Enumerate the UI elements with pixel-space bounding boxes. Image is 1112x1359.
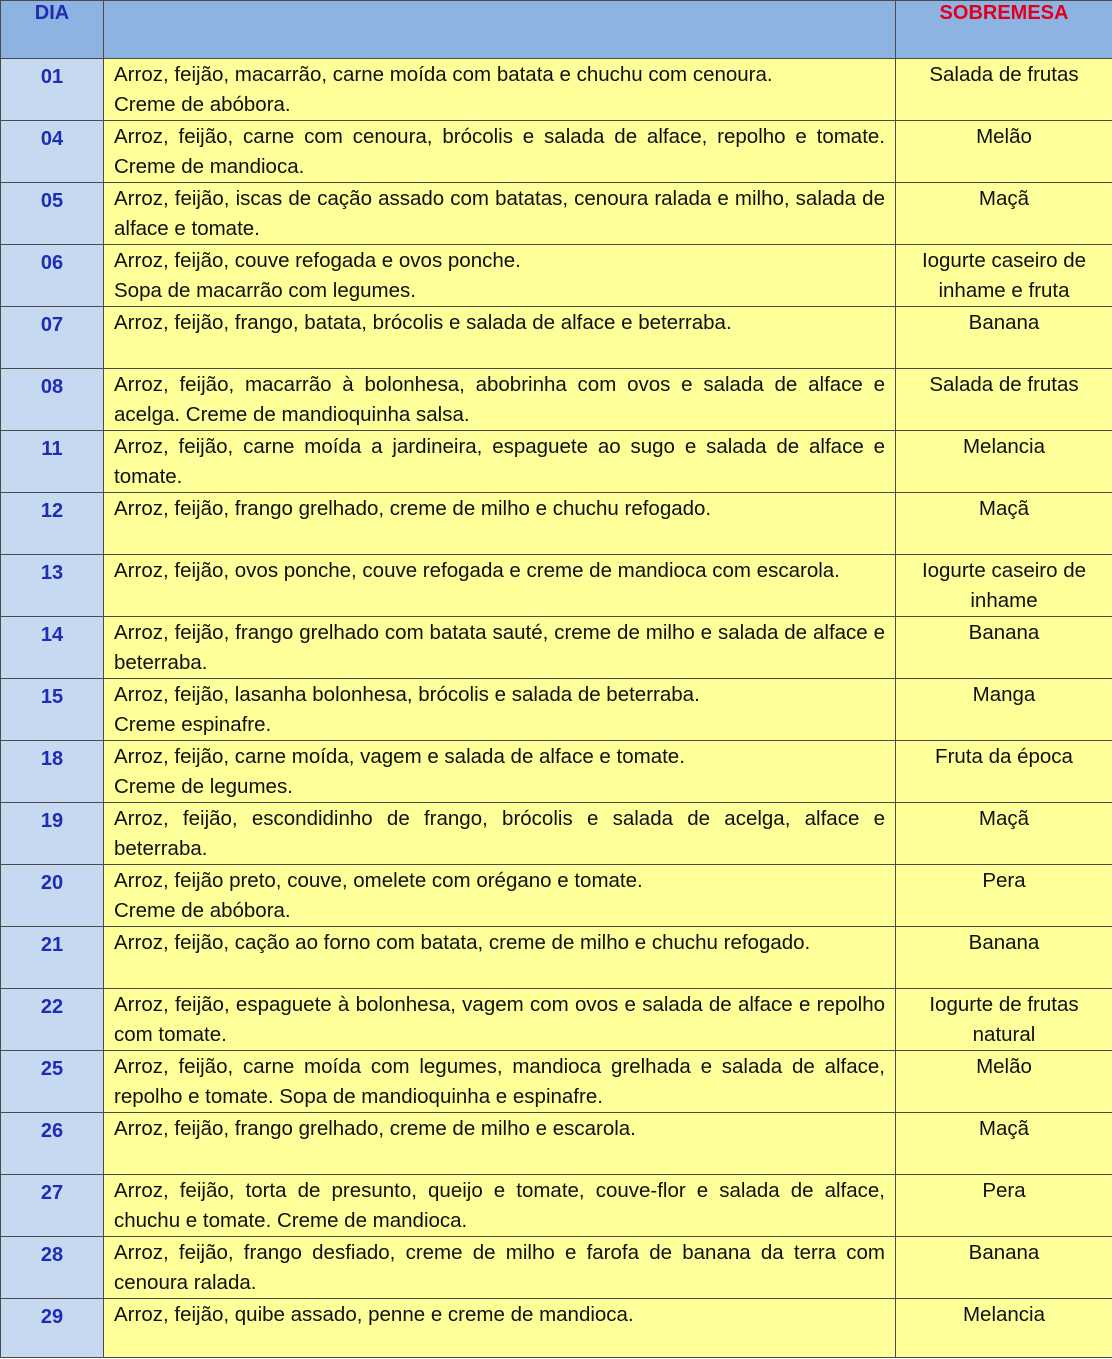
dessert-cell: Melão: [896, 1051, 1112, 1113]
dessert-cell: Iogurte caseiro de inhame e fruta: [896, 245, 1112, 307]
meal-cell: Arroz, feijão, quibe assado, penne e creme de mandioca.: [104, 1299, 896, 1358]
meal-cell: Arroz, feijão, iscas de cação assado com batatas, cenoura ralada e milho, salada de alface e tomate.: [104, 183, 896, 245]
meal-cell: Arroz, feijão, frango, batata, brócolis e salada de alface e beterraba.: [104, 307, 896, 369]
dessert-cell: Manga: [896, 679, 1112, 741]
dessert-cell: Banana: [896, 927, 1112, 989]
table-row: [1, 927, 1112, 989]
day-cell: 14: [1, 617, 104, 679]
meal-cell: Arroz, feijão, frango grelhado com batata sauté, creme de milho e salada de alface e beterraba.: [104, 617, 896, 679]
table-row: [1, 1175, 1112, 1237]
meal-cell: Arroz, feijão, cação ao forno com batata, creme de milho e chuchu refogado.: [104, 927, 896, 989]
day-cell: 19: [1, 803, 104, 865]
day-cell: 15: [1, 679, 104, 741]
dessert-cell: Melão: [896, 121, 1112, 183]
meal-cell: Arroz, feijão, escondidinho de frango, brócolis e salada de acelga, alface e beterraba.: [104, 803, 896, 865]
table-row: [1, 245, 1112, 307]
day-cell: 13: [1, 555, 104, 617]
meal-cell: Arroz, feijão, carne moída, vagem e salada de alface e tomate. Creme de legumes.: [104, 741, 896, 803]
meal-cell: Arroz, feijão, carne com cenoura, brócolis e salada de alface, repolho e tomate. Creme de mandioca.: [104, 121, 896, 183]
day-cell: 29: [1, 1299, 104, 1358]
dessert-cell: Maçã: [896, 1113, 1112, 1175]
table-row: [1, 121, 1112, 183]
table-row: [1, 307, 1112, 369]
day-cell: 06: [1, 245, 104, 307]
meal-cell: Arroz, feijão, macarrão à bolonhesa, abobrinha com ovos e salada de alface e acelga. Creme de mandioquinha salsa.: [104, 369, 896, 431]
dessert-cell: Melancia: [896, 431, 1112, 493]
day-cell: 20: [1, 865, 104, 927]
table-row: [1, 431, 1112, 493]
meal-cell: Arroz, feijão, frango grelhado, creme de milho e chuchu refogado.: [104, 493, 896, 555]
day-cell: 27: [1, 1175, 104, 1237]
meal-cell: Arroz, feijão, lasanha bolonhesa, brócolis e salada de beterraba. Creme espinafre.: [104, 679, 896, 741]
dessert-cell: Salada de frutas: [896, 59, 1112, 121]
table-row: [1, 989, 1112, 1051]
dessert-cell: Banana: [896, 617, 1112, 679]
table-row: [1, 1113, 1112, 1175]
meal-cell: Arroz, feijão, macarrão, carne moída com batata e chuchu com cenoura. Creme de abóbora.: [104, 59, 896, 121]
meal-cell: Arroz, feijão, carne moída com legumes, mandioca grelhada e salada de alface, repolho e tomate. Sopa de mandioquinha e espinafre.: [104, 1051, 896, 1113]
dessert-cell: Iogurte caseiro de inhame: [896, 555, 1112, 617]
table-row: [1, 493, 1112, 555]
meal-cell: Arroz, feijão, espaguete à bolonhesa, vagem com ovos e salada de alface e repolho com tomate.: [104, 989, 896, 1051]
header-row: [1, 1, 1112, 59]
table-row: [1, 741, 1112, 803]
day-cell: 26: [1, 1113, 104, 1175]
meal-cell: Arroz, feijão, frango desfiado, creme de milho e farofa de banana da terra com cenoura ralada.: [104, 1237, 896, 1299]
dessert-cell: Maçã: [896, 493, 1112, 555]
dessert-cell: Maçã: [896, 183, 1112, 245]
table-row: [1, 617, 1112, 679]
dessert-cell: Melancia: [896, 1299, 1112, 1358]
table-row: [1, 369, 1112, 431]
dessert-cell: Iogurte de frutas natural: [896, 989, 1112, 1051]
meal-cell: Arroz, feijão, torta de presunto, queijo e tomate, couve-flor e salada de alface, chuchu e tomate. Creme de mandioca.: [104, 1175, 896, 1237]
table-row: [1, 803, 1112, 865]
table-row: [1, 59, 1112, 121]
day-cell: 22: [1, 989, 104, 1051]
day-cell: 21: [1, 927, 104, 989]
table-row: [1, 1237, 1112, 1299]
day-cell: 12: [1, 493, 104, 555]
day-cell: 01: [1, 59, 104, 121]
table-row: [1, 1299, 1112, 1358]
meal-cell: Arroz, feijão preto, couve, omelete com orégano e tomate. Creme de abóbora.: [104, 865, 896, 927]
table-row: [1, 865, 1112, 927]
day-cell: 08: [1, 369, 104, 431]
day-cell: 18: [1, 741, 104, 803]
day-cell: 25: [1, 1051, 104, 1113]
table-row: [1, 679, 1112, 741]
meal-cell: Arroz, feijão, ovos ponche, couve refogada e creme de mandioca com escarola.: [104, 555, 896, 617]
dessert-cell: Pera: [896, 865, 1112, 927]
meal-cell: Arroz, feijão, couve refogada e ovos ponche. Sopa de macarrão com legumes.: [104, 245, 896, 307]
day-cell: 07: [1, 307, 104, 369]
day-cell: 28: [1, 1237, 104, 1299]
header-meal: [104, 1, 896, 59]
day-cell: 05: [1, 183, 104, 245]
dessert-cell: Salada de frutas: [896, 369, 1112, 431]
day-cell: 11: [1, 431, 104, 493]
dessert-cell: Banana: [896, 1237, 1112, 1299]
dessert-cell: Fruta da época: [896, 741, 1112, 803]
day-cell: 04: [1, 121, 104, 183]
dessert-cell: Pera: [896, 1175, 1112, 1237]
table-row: [1, 1051, 1112, 1113]
header-day: DIA: [1, 1, 104, 59]
table-row: [1, 183, 1112, 245]
dessert-cell: Banana: [896, 307, 1112, 369]
dessert-cell: Maçã: [896, 803, 1112, 865]
table-row: [1, 555, 1112, 617]
header-dessert: SOBREMESA: [896, 1, 1112, 59]
meal-cell: Arroz, feijão, carne moída a jardineira, espaguete ao sugo e salada de alface e tomate.: [104, 431, 896, 493]
meal-cell: Arroz, feijão, frango grelhado, creme de milho e escarola.: [104, 1113, 896, 1175]
